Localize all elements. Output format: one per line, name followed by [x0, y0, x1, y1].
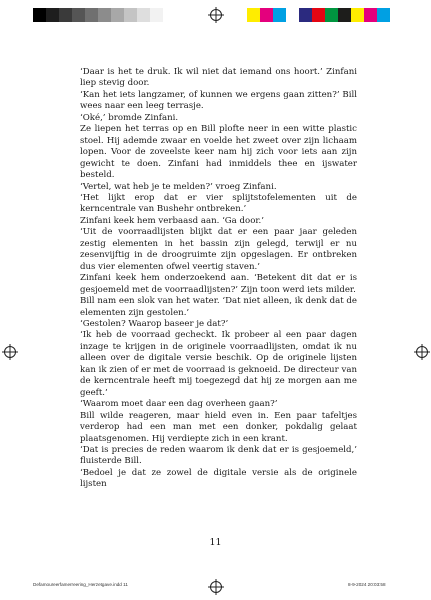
- paragraph: Zinfani keek hem verbaasd aan. ‘Ga door.’: [80, 215, 265, 226]
- paragraph: Ze liepen het terras op en Bill plofte neer in een witte plastic stoel. Hij ademde zwaar en voelde het zweet over zijn lichaam lopen. Voor de zoveelste keer nam hij zich voor iets aan zijn gewicht te doen. Zinfani had inmiddels thee en ijswater besteld.: [80, 124, 357, 181]
- paragraph: ‘Oké,’ bromde Zinfani.: [80, 112, 179, 123]
- paragraph: ‘Ik heb de voorraad gecheckt. Ik probeer al een paar dagen inzage te krijgen in de originele voorraadlijsten, omdat ik nu alleen over de digitale versie beschik. Op de originele lijsten kan ik zien of er met de voorraad is geknoeid. De directeur van de kerncentrale heeft mij toegezegd dat hij ze morgen aan me geeft.’: [80, 330, 357, 398]
- paragraph: ‘Vertel, wat heb je te melden?’ vroeg Zinfani.: [80, 181, 277, 192]
- color-swatch: [390, 8, 403, 22]
- gray-swatch: [150, 8, 163, 22]
- gray-swatch: [33, 8, 46, 22]
- paragraph: ‘Het lijkt erop dat er vier splijtstofelementen uit de kerncentrale van Bushehr ontbreken.’: [80, 192, 357, 215]
- color-swatch: [377, 8, 390, 22]
- paragraph: ‘Waarom moet daar een dag overheen gaan?’: [80, 399, 278, 410]
- registration-mark-icon: [210, 9, 222, 21]
- color-swatch: [299, 8, 312, 22]
- date-slug: 8-9-2024 20:03:58: [348, 582, 386, 587]
- gray-swatch: [124, 8, 137, 22]
- color-swatch: [338, 8, 351, 22]
- paragraph: ‘Dat is precies de reden waarom ik denk dat er is gesjoemeld,’ fluisterde Bill.: [80, 444, 357, 467]
- color-calibration-bar: [247, 8, 403, 22]
- gray-swatch: [59, 8, 72, 22]
- color-swatch: [247, 8, 260, 22]
- color-swatch: [286, 8, 299, 22]
- paragraph: ‘Daar is het te druk. Ik wil niet dat iemand ons hoort.’ Zinfani liep stevig door.: [80, 67, 357, 89]
- color-swatch: [351, 8, 364, 22]
- paragraph: Zinfani keek hem onderzoekend aan. ‘Betekent dit dat er is gesjoemeld met de voorraadlijsten?’ Zijn toon werd iets milder.: [80, 273, 357, 295]
- gray-calibration-bar: [33, 8, 163, 22]
- color-swatch: [312, 8, 325, 22]
- registration-mark-icon: [210, 581, 222, 593]
- paragraph: ‘Uit de voorraadlijsten blijkt dat er een paar jaar geleden zestig elementen in het bassin zijn gelegd, terwijl er nu zesenvijftig in de droogruimte zijn opgeslagen. Er ontbreken dus vier elementen ofwel veertig staven.’: [80, 227, 357, 272]
- color-swatch: [260, 8, 273, 22]
- gray-swatch: [72, 8, 85, 22]
- paragraph: ‘Bedoel je dat ze zowel de digitale versie als de originele lijsten: [80, 467, 357, 490]
- color-swatch: [364, 8, 377, 22]
- paragraph: ‘Gestolen? Waarop baseer je dat?’: [80, 318, 229, 329]
- paragraph: Bill wilde reageren, maar hield even in. Een paar tafeltjes verderop had een man met een donker, pokdalig gelaat plaatsgenomen. Hij verdiepte zich in een krant.: [80, 410, 357, 444]
- file-slug: Defamoureerfamerreering_Herzetgave.indd 11: [33, 582, 128, 587]
- paragraph: ‘Kan het iets langzamer, of kunnen we ergens gaan zitten?’ Bill wees naar een leeg terrasje.: [80, 89, 357, 112]
- body-text: [80, 67, 357, 491]
- color-swatch: [273, 8, 286, 22]
- page-number: 11: [209, 537, 222, 548]
- gray-swatch: [85, 8, 98, 22]
- paragraph: Bill nam een slok van het water. ‘Dat niet alleen, ik denk dat de elementen zijn gestolen.’: [80, 296, 357, 318]
- gray-swatch: [111, 8, 124, 22]
- gray-swatch: [98, 8, 111, 22]
- registration-mark-icon: [4, 346, 16, 358]
- registration-mark-icon: [416, 346, 428, 358]
- color-swatch: [325, 8, 338, 22]
- gray-swatch: [46, 8, 59, 22]
- gray-swatch: [137, 8, 150, 22]
